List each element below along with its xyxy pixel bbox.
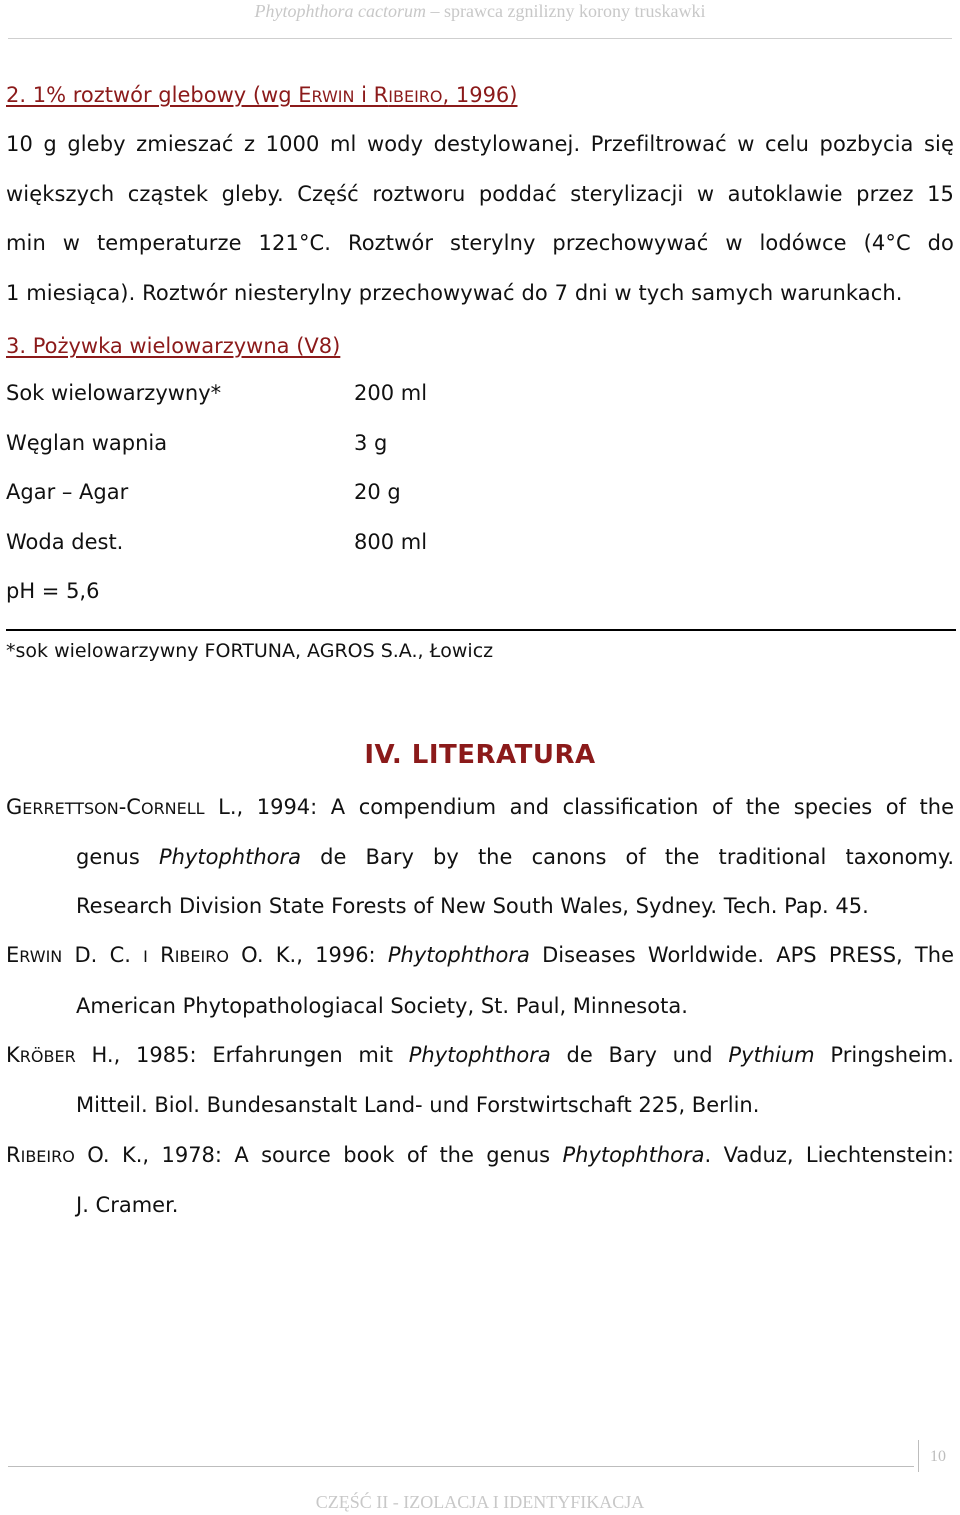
section-3-heading: 3. Pożywka wielowarzywna (V8) <box>6 334 341 358</box>
recipe-row <box>6 419 954 469</box>
paragraph-line: 1 miesiąca). Roztwór niesterylny przechowywać do 7 dni w tych samych warunkach. <box>6 280 903 305</box>
ingredient-name: Węglan wapnia <box>6 430 168 455</box>
ref-author: RIBEIRO O. K. <box>6 1142 143 1167</box>
reference-item: GERRETTSON-CORNELL L., 1994: A compendium and classification of the species of the genus Phytophthora de Bary by the canons of the traditional taxonomy. Research Division State Forests of New South Wales, Sydney. Tech. Pap. 45. <box>6 794 954 919</box>
reference-item: KRÖBER H., 1985: Erfahrungen mit Phytophthora de Bary und Pythium Pringsheim. Mitteil. Biol. Bundesanstalt Land- und Forstwirtschaft 225, Berlin. <box>6 1042 954 1118</box>
paragraph-line: większych cząstek gleby. Część roztworu poddać sterylizacji w autoklawie przez 15 <box>6 181 954 206</box>
footnote-rule <box>6 629 956 631</box>
header-species: Phytophthora cactorum <box>254 1 427 21</box>
literature-title: IV. LITERATURA <box>364 739 596 770</box>
footnote: *sok wielowarzywny FORTUNA, AGROS S.A., Łowicz <box>6 639 494 662</box>
ingredient-amount: 3 g <box>354 430 388 455</box>
paragraph-line: min w temperaturze 121°C. Roztwór sterylny przechowywać w lodówce (4°C do <box>6 231 954 255</box>
reference-item: ERWIN D. C. I RIBEIRO O. K., 1996: Phytophthora Diseases Worldwide. APS PRESS, The American Phytopathologiacal Society, St. Paul, Minnesota. <box>6 943 954 1018</box>
ingredient-name: Sok wielowarzywny* <box>6 381 222 405</box>
running-footer: CZĘŚĆ II - IZOLACJA I IDENTYFIKACJA <box>315 1492 645 1512</box>
ingredient-amount: 20 g <box>354 480 401 504</box>
recipe-row <box>6 468 954 518</box>
ingredient-name: Agar – Agar <box>6 480 129 504</box>
ingredient-name: Woda dest. <box>6 529 124 554</box>
ref-author: GERRETTSON-CORNELL L. <box>6 794 237 819</box>
recipe-row <box>6 518 954 568</box>
running-header <box>0 0 960 22</box>
header-subtitle: – sprawca zgnilizny korony truskawki <box>426 1 706 21</box>
page-number-divider <box>918 1440 920 1472</box>
section-2-heading: 2. 1% roztwór glebowy (wg ERWIN i RIBEIRO, 1996) <box>6 83 518 107</box>
recipe-list <box>6 369 954 567</box>
section-2-paragraph <box>6 120 954 318</box>
main-content <box>6 72 954 1230</box>
ph-value: pH = 5,6 <box>6 579 100 603</box>
ref-author: ERWIN D. C. I RIBEIRO O. K. <box>6 943 297 968</box>
page-number: 10 <box>930 1448 946 1465</box>
recipe-row <box>6 369 954 419</box>
ingredient-amount: 800 ml <box>354 529 428 554</box>
reference-item: RIBEIRO O. K., 1978: A source book of the genus Phytophthora. Vaduz, Liechtenstein: J. Cramer. <box>6 1142 954 1217</box>
ingredient-amount: 200 ml <box>354 381 428 405</box>
reference-list <box>6 783 954 1231</box>
header-rule <box>8 38 952 39</box>
ref-author: KRÖBER H. <box>6 1042 114 1067</box>
footer-rule <box>8 1466 914 1467</box>
paragraph-line: 10 g gleby zmieszać z 1000 ml wody destylowanej. Przefiltrować w celu pozbycia się <box>6 132 954 156</box>
